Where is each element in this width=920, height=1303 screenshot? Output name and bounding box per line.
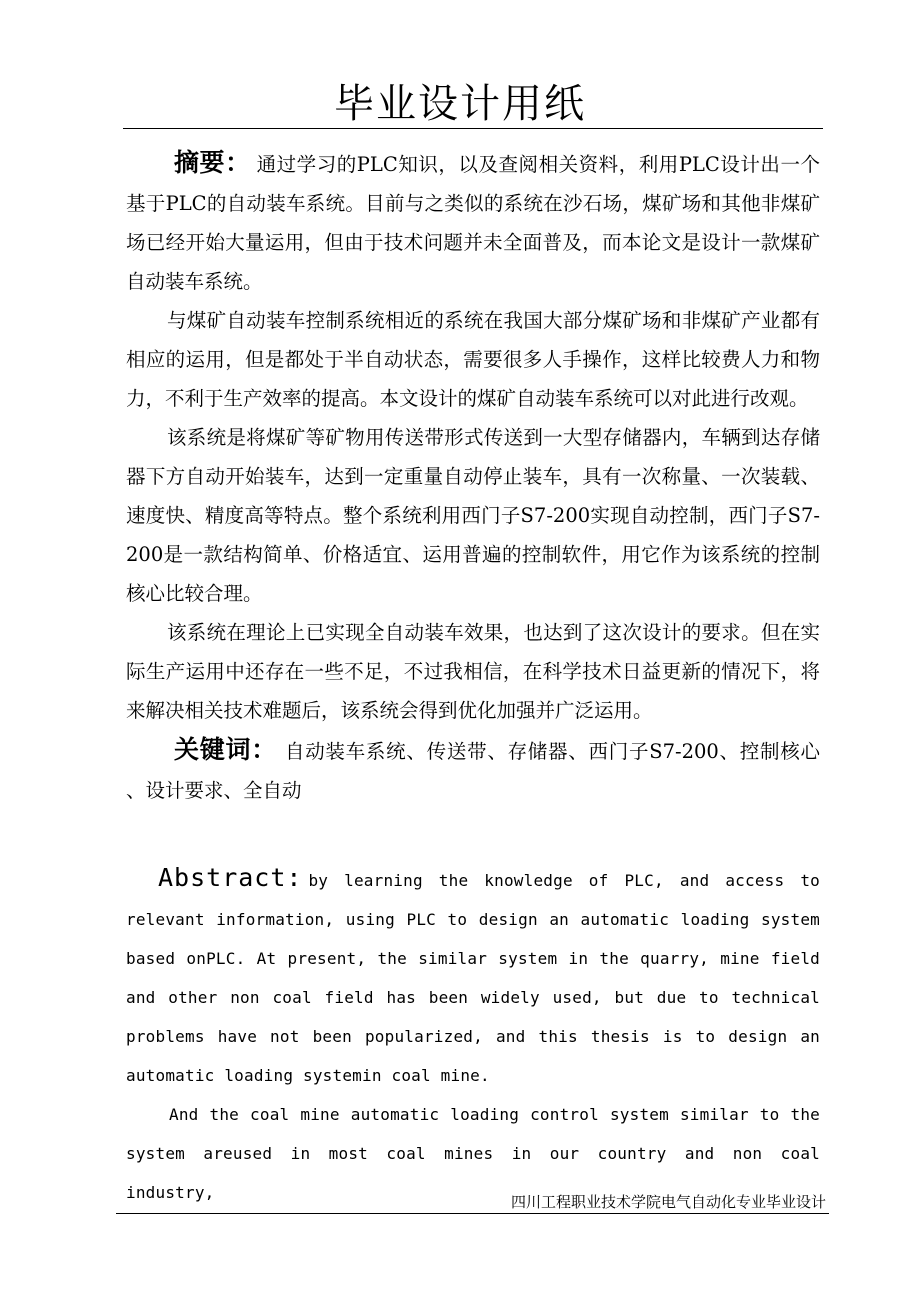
abstract-paragraph-4: 该系统在理论上已实现全自动装车效果，也达到了这次设计的要求。但在实际生产运用中还存在一些不足，不过我相信，在科学技术日益更新的情况下，将来解决相关技术难题后，该系统会得到优化加强并广泛运用。	[126, 621, 820, 722]
english-abstract-section	[126, 858, 820, 1212]
english-abstract-paragraph-2: And the coal mine automatic loading control system similar to the system areused in most coal mines in our country and non coal industry,	[126, 1105, 820, 1202]
keywords-label: 关键词：	[174, 735, 277, 764]
abstract-paragraph-1	[126, 143, 820, 301]
chinese-abstract-section	[126, 143, 820, 810]
footer-rule	[116, 1213, 829, 1214]
english-abstract-label: Abstract:	[158, 863, 303, 892]
page-header-title: 毕业设计用纸	[334, 81, 586, 127]
english-abstract-paragraph-1	[126, 858, 820, 1095]
english-abstract-text-1: by learning the knowledge of PLC, and access to relevant information, using PLC to design an automatic loading system based onPLC. At present, the similar system in the quarry, mine field and other non coal field has been widely used, but due to technical problems have not been popularized, and this thesis is to design an automatic loading systemin coal mine.	[126, 871, 820, 1085]
abstract-paragraph-2: 与煤矿自动装车控制系统相近的系统在我国大部分煤矿场和非煤矿产业都有相应的运用，但是都处于半自动状态，需要很多人手操作，这样比较费人力和物力，不利于生产效率的提高。本文设计的煤矿自动装车系统可以对此进行改观。	[126, 309, 820, 410]
abstract-label: 摘要：	[174, 148, 251, 177]
abstract-text-1: 通过学习的PLC知识，以及查阅相关资料，利用PLC设计出一个基于PLC的自动装车系统。目前与之类似的系统在沙石场，煤矿场和其他非煤矿场已经开始大量运用，但由于技术问题并未全面普及，而本论文是设计一款煤矿自动装车系统。	[126, 153, 820, 293]
keywords-text: 自动装车系统、传送带、存储器、西门子S7-200、控制核心 、设计要求、全自动	[126, 740, 820, 802]
keywords-paragraph	[126, 730, 820, 810]
footer-institution: 四川工程职业技术学院电气自动化专业毕业设计	[510, 1193, 826, 1211]
abstract-paragraph-3: 该系统是将煤矿等矿物用传送带形式传送到一大型存储器内，车辆到达存储器下方自动开始装车，达到一定重量自动停止装车，具有一次称量、一次装载、速度快、精度高等特点。整个系统利用西门子S7-200实现自动控制，西门子S7-200是一款结构简单、价格适宜、运用普遍的控制软件，用它作为该系统的控制核心比较合理。	[126, 426, 820, 605]
header-rule	[123, 128, 823, 129]
